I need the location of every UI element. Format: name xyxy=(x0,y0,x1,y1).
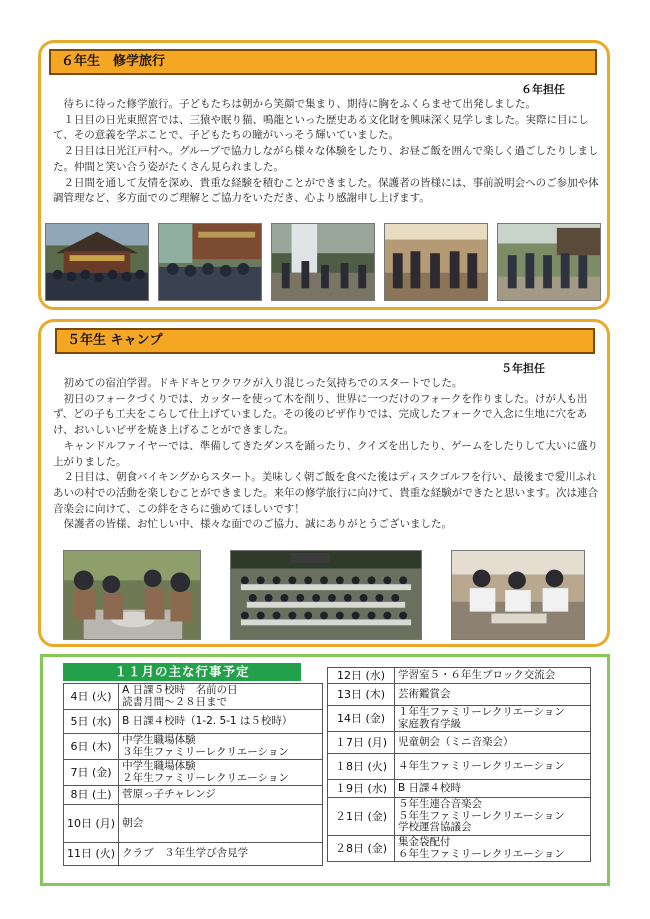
schedule-row xyxy=(64,760,323,786)
schedule-event xyxy=(395,732,591,754)
schedule-row xyxy=(328,706,591,732)
paragraph: 初日のフォークづくりでは、カッターを使って木を削り、世界に一つだけのフォークを作りました。けが人も出ず、どの子も工夫をこらして仕上げていました。その後のピザ作りでは、完成したフォークで入念に生地に穴をあけ、おいしいピザを焼き上げることができました。 xyxy=(53,392,588,437)
schedule-row xyxy=(328,754,591,780)
paragraph: 初めての宿泊学習。ドキドキとワクワクが入り混じった気持ちでのスタートでした。 xyxy=(63,377,463,389)
schedule-event xyxy=(395,684,591,706)
schedule-title: １１月の主な行事予定 xyxy=(63,663,301,681)
schedule-event xyxy=(395,798,591,836)
schedule-date: 12日 (水) xyxy=(328,668,395,684)
section-6th-grade-trip xyxy=(38,40,610,310)
schedule-event-line: A 日課５校時 名前の日 xyxy=(122,684,238,696)
schedule-date: １9日 (水) xyxy=(328,780,395,798)
schedule-date: 7日 (金) xyxy=(64,760,119,786)
schedule-event-line: ２年生ファミリーレクリエーション xyxy=(122,771,289,784)
schedule-event-line: ６年生ファミリーレクリエーション xyxy=(398,847,565,860)
schedule-event-line: 中学生職場体験 xyxy=(122,734,196,746)
schedule-event-line: １年生ファミリーレクリエーション xyxy=(398,706,565,718)
schedule-event xyxy=(395,754,591,780)
november-schedule xyxy=(40,654,610,886)
paragraph: ２日目は日光江戸村へ。グループで協力しながら様々な体験をしたり、お昼ご飯を囲んで楽しく過ごしたりしました。仲間と笑い合う姿がたくさん見られました。 xyxy=(53,145,599,173)
schedule-event-line: 児童朝会（ミニ音楽会） xyxy=(398,735,514,748)
schedule-date: 4日 (火) xyxy=(64,684,119,710)
schedule-event xyxy=(395,780,591,798)
schedule-event-line: 学習室５・６年生ブロック交流会 xyxy=(398,668,556,681)
schedule-date: 14日 (金) xyxy=(328,706,395,732)
paragraph: ２日目は、朝食バイキングからスタート。美味しく朝ご飯を食べた後はディスクゴルフを行い、最後まで愛川ふれあいの村での活動を楽しむことができました。来年の修学旅行に向けて、貴重な経験ができたと思います。次は連合音楽会に向けて、この絆をさらに強めてほしいです！ xyxy=(53,471,598,515)
schedule-event-line: 朝会 xyxy=(122,816,144,829)
schedule-event-line: クラブ ３年生学び舎見学 xyxy=(122,847,249,860)
photo-fork-making xyxy=(451,550,585,640)
schedule-event-line: B 日課４校時（1-2. 5-1 は５校時） xyxy=(122,714,293,727)
paragraph: 待ちに待った修学旅行。子どもたちは朝から笑顔で集まり、期待に胸をふくらませて出発しました。 xyxy=(63,98,536,110)
photo-row xyxy=(45,223,601,303)
article-body xyxy=(53,97,605,207)
schedule-date: １8日 (火) xyxy=(328,754,395,780)
schedule-event-line: 学校運営協議会 xyxy=(398,821,472,834)
schedule-row xyxy=(328,684,591,706)
schedule-date: 6日 (木) xyxy=(64,734,119,760)
schedule-event xyxy=(119,805,323,843)
schedule-event xyxy=(119,786,323,805)
schedule-date: 11日 (火) xyxy=(64,843,119,866)
section-title: ５年生 キャンプ xyxy=(55,328,595,354)
schedule-row xyxy=(328,780,591,798)
schedule-event xyxy=(395,668,591,684)
schedule-table-left xyxy=(63,683,323,866)
schedule-event-line: B 日課４校時 xyxy=(398,781,462,794)
schedule-event-line: ３年生ファミリーレクリエーション xyxy=(122,745,289,758)
photo-students-waterfall xyxy=(271,223,375,301)
schedule-event-line: 集金袋配付 xyxy=(398,836,451,848)
schedule-event xyxy=(119,760,323,786)
schedule-row xyxy=(64,786,323,805)
paragraph: キャンドルファイヤーでは、準備してきたダンスを踊ったり、クイズを出したり、ゲームをしたりして大いに盛り上がりました。 xyxy=(53,439,598,468)
schedule-row xyxy=(64,710,323,734)
photo-row xyxy=(63,550,585,640)
teacher-credit: ６年担任 xyxy=(521,83,565,96)
schedule-date: ２1日 (金) xyxy=(328,798,395,836)
photo-shrine-group xyxy=(45,223,149,301)
schedule-row xyxy=(64,734,323,760)
schedule-event-line: 中学生職場体験 xyxy=(122,760,196,772)
photo-students-shrine-gate xyxy=(158,223,262,301)
schedule-event-line: 読書月間～２８日まで xyxy=(122,695,228,708)
schedule-event-line: ５年生ファミリーレクリエーション xyxy=(398,809,565,822)
schedule-event-line: ４年生ファミリーレクリエーション xyxy=(398,759,565,772)
schedule-event xyxy=(119,710,323,734)
schedule-event-line: 家庭教育学級 xyxy=(398,717,461,730)
schedule-event xyxy=(395,836,591,862)
schedule-date: 13日 (木) xyxy=(328,684,395,706)
schedule-event-line: ５年生連合音楽会 xyxy=(398,798,482,811)
photo-students-village xyxy=(497,223,601,301)
article-body xyxy=(53,376,603,533)
paragraph: 保護者の皆様、お忙しい中、様々な面でのご協力、誠にありがとうございました。 xyxy=(63,518,452,531)
schedule-row xyxy=(64,684,323,710)
schedule-event xyxy=(119,734,323,760)
schedule-row xyxy=(64,805,323,843)
photo-students-indoors xyxy=(384,223,488,301)
schedule-event-line: 芸術鑑賞会 xyxy=(398,687,451,700)
teacher-credit: ５年担任 xyxy=(501,362,545,375)
schedule-date: 10日 (月) xyxy=(64,805,119,843)
schedule-row xyxy=(328,732,591,754)
schedule-row xyxy=(328,668,591,684)
paragraph: ２日間を通して友情を深め、貴重な経験を積むことができました。保護者の皆様には、事前説明会へのご参加や体調管理など、多方面でのご理解とご協力をいただき、心より感謝申し上げます。 xyxy=(53,176,599,205)
section-5th-grade-camp xyxy=(38,319,610,647)
paragraph: １日目の日光東照宮では、三猿や眠り猫、鳴龍といった歴史ある文化財を興味深く見学しました。実際に目にして、その意義を学ぶことで、子どもたちの瞳がいっそう輝いていました。 xyxy=(53,113,589,142)
section-title: ６年生 修学旅行 xyxy=(49,49,597,75)
schedule-date: ２8日 (金) xyxy=(328,836,395,862)
schedule-row xyxy=(64,843,323,866)
photo-cooking-activity xyxy=(63,550,201,640)
schedule-row xyxy=(328,836,591,862)
schedule-event xyxy=(119,684,323,710)
schedule-event xyxy=(395,706,591,732)
photo-group-camp xyxy=(230,550,422,640)
schedule-event-line: 菅原っ子チャレンジ xyxy=(122,788,216,801)
schedule-row xyxy=(328,798,591,836)
schedule-date: 5日 (水) xyxy=(64,710,119,734)
schedule-date: １7日 (月) xyxy=(328,732,395,754)
schedule-table-right xyxy=(327,667,591,862)
schedule-event xyxy=(119,843,323,866)
schedule-date: 8日 (土) xyxy=(64,786,119,805)
